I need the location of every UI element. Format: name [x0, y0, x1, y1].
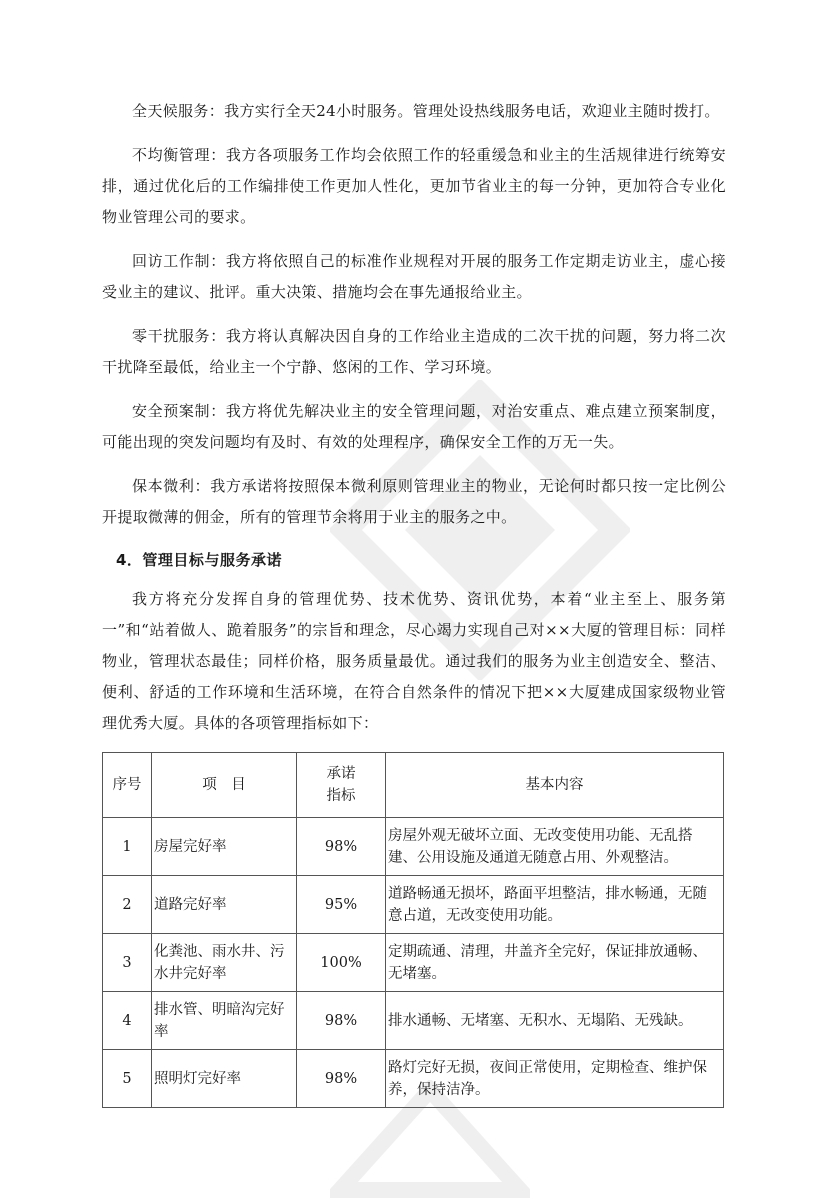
cell-item: 道路完好率 — [152, 876, 297, 934]
header-content: 基本内容 — [386, 753, 724, 818]
cell-no: 1 — [103, 818, 152, 876]
table-row — [103, 934, 724, 992]
table-row — [103, 1050, 724, 1108]
cell-no: 4 — [103, 992, 152, 1050]
section-heading: 4．管理目标与服务承诺 — [116, 551, 282, 569]
table-row — [103, 818, 724, 876]
cell-item: 照明灯完好率 — [152, 1050, 297, 1108]
cell-item: 排水管、明暗沟完好率 — [152, 992, 297, 1050]
header-target-line1: 承诺 — [326, 766, 356, 782]
document-page — [102, 96, 726, 1108]
paragraph-safety-plan: 安全预案制：我方将优先解决业主的安全管理问题，对治安重点、难点建立预案制度，可能出现的突发问题均有及时、有效的处理程序，确保安全工作的万无一失。 — [102, 402, 726, 451]
paragraph-all-day-service: 全天候服务：我方实行全天24小时服务。管理处设热线服务电话，欢迎业主随时拨打。 — [132, 102, 720, 120]
cell-target: 98% — [297, 992, 386, 1050]
section-intro: 我方将充分发挥自身的管理优势、技术优势、资讯优势，本着“业主至上、服务第一”和“站着做人、跪着服务”的宗旨和理念，尽心竭力实现自己对××大厦的管理目标：同样物业，管理状态最佳；同样价格，服务质量最优。通过我们的服务为业主创造安全、整洁、便利、舒适的工作环境和生活环境，在符合自然条件的情况下把××大厦建成国家级物业管理优秀大厦。具体的各项管理指标如下： — [102, 590, 726, 732]
cell-no: 5 — [103, 1050, 152, 1108]
paragraph-zero-interference: 零干扰服务：我方将认真解决因自身的工作给业主造成的二次干扰的问题，努力将二次干扰降至最低，给业主一个宁静、悠闲的工作、学习环境。 — [102, 327, 726, 376]
cell-no: 2 — [103, 876, 152, 934]
cell-content: 房屋外观无破坏立面、无改变使用功能、无乱搭建、公用设施及通道无随意占用、外观整洁。 — [386, 818, 724, 876]
header-item: 项 目 — [152, 753, 297, 818]
management-metrics-table — [102, 752, 724, 1108]
cell-item: 化粪池、雨水井、污水井完好率 — [152, 934, 297, 992]
cell-content: 排水通畅、无堵塞、无积水、无塌陷、无残缺。 — [386, 992, 724, 1050]
cell-content: 道路畅通无损坏，路面平坦整洁，排水畅通，无随意占道，无改变使用功能。 — [386, 876, 724, 934]
cell-target: 98% — [297, 818, 386, 876]
cell-target: 95% — [297, 876, 386, 934]
table-row — [103, 992, 724, 1050]
cell-target: 98% — [297, 1050, 386, 1108]
paragraph-uneven-management: 不均衡管理：我方各项服务工作均会依照工作的轻重缓急和业主的生活规律进行统筹安排，通过优化后的工作编排使工作更加人性化，更加节省业主的每一分钟，更加符合专业化物业管理公司的要求。 — [102, 146, 726, 226]
table-row — [103, 876, 724, 934]
header-target — [297, 753, 386, 818]
cell-item: 房屋完好率 — [152, 818, 297, 876]
paragraph-low-profit: 保本微利：我方承诺将按照保本微利原则管理业主的物业，无论何时都只按一定比例公开提取微薄的佣金，所有的管理节余将用于业主的服务之中。 — [102, 477, 726, 526]
cell-content: 定期疏通、清理，井盖齐全完好，保证排放通畅、无堵塞。 — [386, 934, 724, 992]
table-header-row — [103, 753, 724, 818]
header-target-line2: 指标 — [326, 788, 356, 804]
paragraph-revisit-system: 回访工作制：我方将依照自己的标准作业规程对开展的服务工作定期走访业主，虚心接受业主的建议、批评。重大决策、措施均会在事先通报给业主。 — [102, 252, 726, 301]
cell-no: 3 — [103, 934, 152, 992]
header-no: 序号 — [103, 753, 152, 818]
cell-target: 100% — [297, 934, 386, 992]
cell-content: 路灯完好无损，夜间正常使用，定期检查、维护保养，保持洁净。 — [386, 1050, 724, 1108]
